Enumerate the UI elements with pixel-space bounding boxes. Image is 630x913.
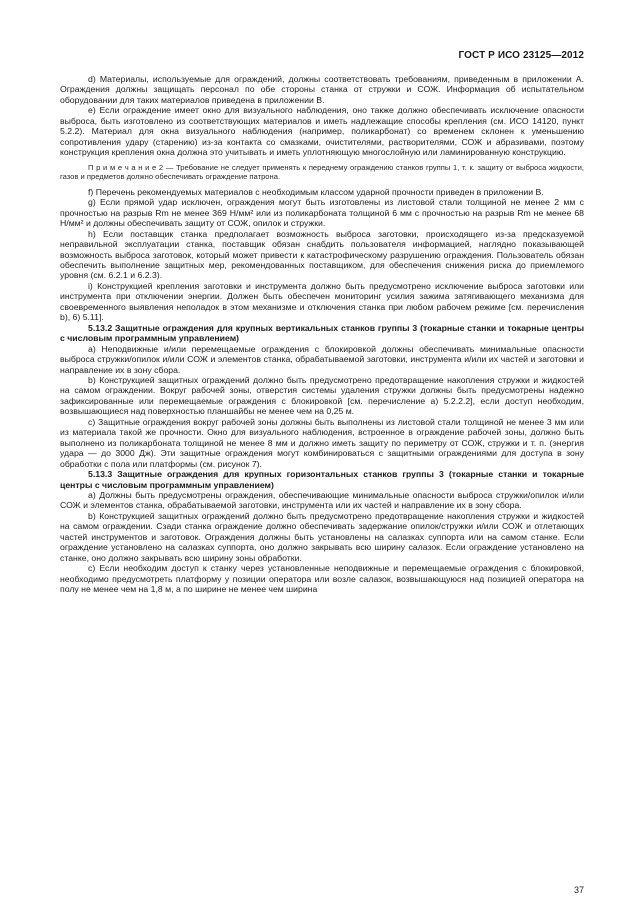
body-paragraph: g) Если прямой удар исключен, ограждения могут быть изготовлены из листовой стали толщиной не менее 2 мм с прочностью на разрыв Rm не менее 369 Н/мм² или из поликарбоната толщиной 6 мм с прочностью на разрыв Rm не менее 68 Н/мм² и должны обеспечивать защиту от СОЖ, опилок и стружки. — [60, 197, 584, 229]
page-number: 37 — [573, 885, 584, 895]
body-paragraph: d) Материалы, используемые для ограждений, должны соответствовать требованиям, приведенным в приложении А. Ограждения должны защищать персонал по обе стороны станка от стружки и СОЖ. Информация об испытательном оборудовании для таких материалов приведена в приложении В. — [60, 74, 584, 105]
body-paragraph: a) Неподвижные и/или перемещаемые ограждения с блокировкой должны обеспечивать минимальные опасности выброса стружки/опилок и/или СОЖ и элементов станка, обрабатываемой заготовки, инструмента и/или их частей и заготовки и направление их в зону сбора. — [60, 343, 584, 375]
body-paragraph: c) Защитные ограждения вокруг рабочей зоны должны быть выполнены из листовой стали толщиной не менее 3 мм или из материала такой же прочности. Окно для визуального наблюдения, встроенное в ограждение рабочей зоны, должно быть выполнено из поликарбоната толщиной не менее 8 мм и должно иметь защиту по периметру от СОЖ, стружки и т. п. (энергия удара — до 3000 Дж). Эти защитные ограждения могут комбинироваться с защитными ограждениями для доступа в зону обработки с пола или платформы (см. рисунок 7). — [60, 416, 584, 469]
section-heading: 5.13.2 Защитные ограждения для крупных вертикальных станков группы 3 (токарные станки и токарные центры с числовым программным управлением) — [60, 322, 584, 344]
body-paragraph: i) Конструкцией крепления заготовки и инструмента должно быть предусмотрено исключение выброса заготовки или инструмента при отключении энергии. Должен быть обеспечен мониторинг усилия зажима затягивающего механизма для своевременного выявления неполадок в этом механизме и отключения станка при любом рабочем режиме [см. перечисления b), 6) 5.11]. — [60, 280, 584, 323]
body-paragraph: a) Должны быть предусмотрены ограждения, обеспечивающие минимальные опасности выброса стружки/опилок и/или СОЖ и элементов станка, обрабатываемой заготовки, инструмента или их частей и направление их в зону сбора. — [60, 489, 584, 511]
body-paragraph: h) Если поставщик станка предполагает возможность выброса заготовки, происходящего из-за предсказуемой неправильной эксплуатации станка, поставщик обязан снабдить пользователя информацией, наглядно показывающей возможность выброса заготовок, который может привести к катастрофическому разрушению ограждения. Пользователь обязан обеспечить выполнение защитных мер, рекомендованных поставщиком, для обеспечения снижения риска до приемлемого уровня (см. 6.2.1 и 6.2.3). — [60, 228, 584, 281]
body-paragraph: b) Конструкцией защитных ограждений должно быть предусмотрено предотвращение накопления стружки и жидкостей на самом ограждении. Вокруг рабочей зоны, отверстия системы удаления стружки должны быть предусмотрены надежно зафиксированные или перемещаемые ограждения с блокировкой [см. перечисление a) 5.2.2.2], если доступ необходим, возвышающиеся над поверхностью планшайбы не менее чем на 0,25 м. — [60, 374, 584, 417]
body-paragraph: c) Если необходим доступ к станку через установленные неподвижные и перемещаемые ограждения с блокировкой, необходимо предусмотреть платформу у позиции оператора или возле салазок, возвышающуюся над позицией оператора на полу не менее чем на 1,8 м, а по ширине не менее чем ширина — [60, 563, 584, 595]
document-body — [60, 74, 584, 594]
document-header: ГОСТ Р ИСО 23125—2012 — [458, 50, 584, 61]
section-heading: 5.13.3 Защитные ограждения для крупных горизонтальных станков группы 3 (токарные станки и токарные центры с числовым программным управлением) — [60, 469, 584, 490]
body-paragraph: b) Конструкцией защитных ограждений должно быть предусмотрено предотвращение накопления стружки и жидкостей на самом ограждении. Сзади станка ограждение должно обеспечивать задержание опилок/стружки и/или СОЖ и отлетающих частей инструментов и заготовок. Ограждения должны быть установлены на салазках суппорта или на самом станке. Если ограждение установлено на салазках суппорта, оно должно закрывать всю ширину салазок. Если ограждение установлено на станке, оно должно закрывать всю ширину зоны обработки. — [60, 510, 584, 563]
body-paragraph: e) Если ограждение имеет окно для визуального наблюдения, оно также должно обеспечивать исключение опасности выброса, быть изготовлено из соответствующих материалов и иметь надлежащие способы крепления (см. ИСО 14120, пункт 5.2.2). Материал для окна визуального наблюдения (например, поликарбонат) со временем склонен к уменьшению сопротивления удару (старению) из-за контакта со смазками, очистителями, растворителями, СОЖ и абразивами, поэтому конструкция крепления окна должна это учитывать и иметь уплотняющую многослойную или ламинированную конструкцию. — [60, 105, 584, 158]
body-paragraph: f) Перечень рекомендуемых материалов с необходимым классом ударной прочности приведен в приложении В. — [88, 186, 544, 197]
note-paragraph: П р и м е ч а н и е 2 — Требование не следует применять к переднему ограждению станков группы 1, т. к. защиту от выброса жидкости, газов и предметов должно обеспечивать ограждение патрона. — [60, 162, 584, 182]
